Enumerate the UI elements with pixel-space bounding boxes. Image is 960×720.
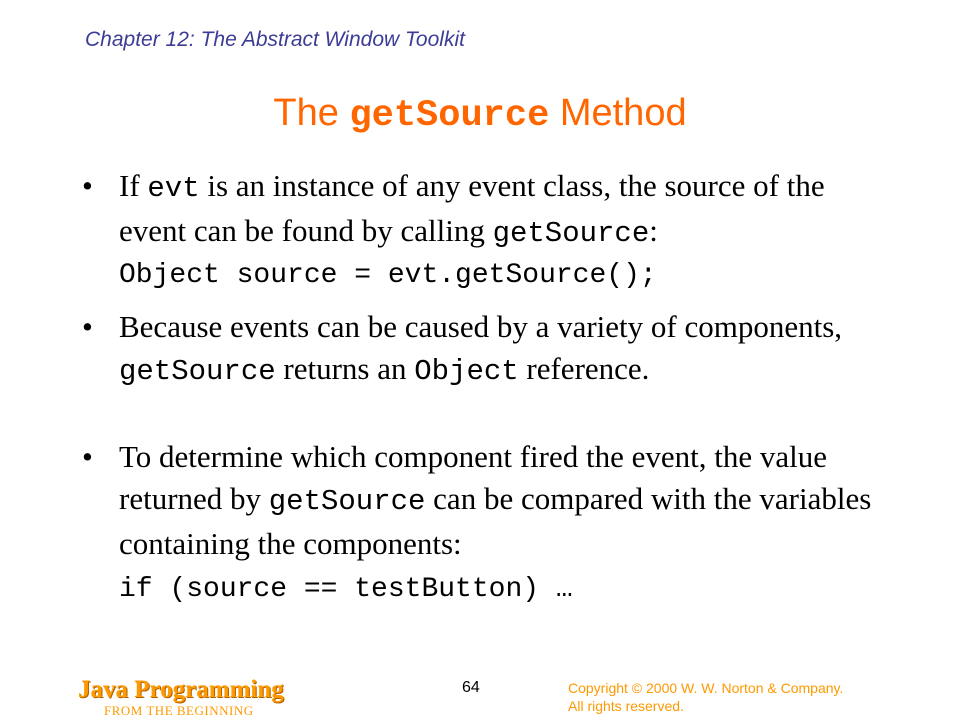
title-text-post: Method — [549, 92, 687, 134]
bullet-dot: • — [82, 439, 93, 474]
bullet-text — [119, 436, 882, 565]
page-number: 64 — [462, 679, 480, 696]
code-line-2: if (source == testButton) … — [119, 574, 573, 605]
bullet-dot: • — [82, 309, 93, 344]
copyright-notice — [568, 679, 843, 715]
bullet-text-segment: reference. — [518, 351, 650, 386]
copyright-line-1: Copyright © 2000 W. W. Norton & Company. — [568, 680, 844, 696]
bullet-text-segment: returns an — [275, 351, 415, 386]
bullet-item-1 — [82, 165, 882, 255]
bullet-text-segment: can be compared with the variables containing the components: — [119, 481, 872, 561]
title-text-pre: The — [273, 92, 350, 134]
bullet-text-segment: is an instance of any event class, the source of the event can be found by calling — [119, 168, 825, 248]
footer-brand-subtitle: FROM THE BEGINNING — [104, 703, 254, 718]
inline-code: Object — [414, 355, 519, 388]
slide-title — [0, 92, 960, 137]
bullet-text — [119, 306, 882, 393]
bullet-text-segment: To determine which component fired the event, the value returned by — [119, 439, 827, 516]
code-line-1: Object source = evt.getSource(); — [119, 260, 657, 291]
inline-code: getSource — [119, 355, 276, 388]
bullet-text-segment: : — [649, 213, 658, 248]
bullet-text-segment: If — [119, 168, 148, 203]
bullet-item-3 — [82, 436, 882, 565]
bullet-text-segment: Because events can be caused by a variety of components, — [119, 309, 843, 344]
inline-code: getSource — [268, 485, 426, 518]
bullet-item-2 — [82, 306, 882, 393]
bullet-text — [119, 165, 882, 255]
chapter-heading: Chapter 12: The Abstract Window Toolkit — [85, 28, 465, 51]
title-code: getSource — [349, 95, 550, 137]
bullet-dot: • — [82, 168, 93, 203]
footer-brand: Java Programming — [78, 676, 284, 703]
inline-code: getSource — [492, 217, 650, 250]
copyright-line-2: All rights reserved. — [568, 698, 684, 714]
inline-code: evt — [147, 172, 200, 205]
